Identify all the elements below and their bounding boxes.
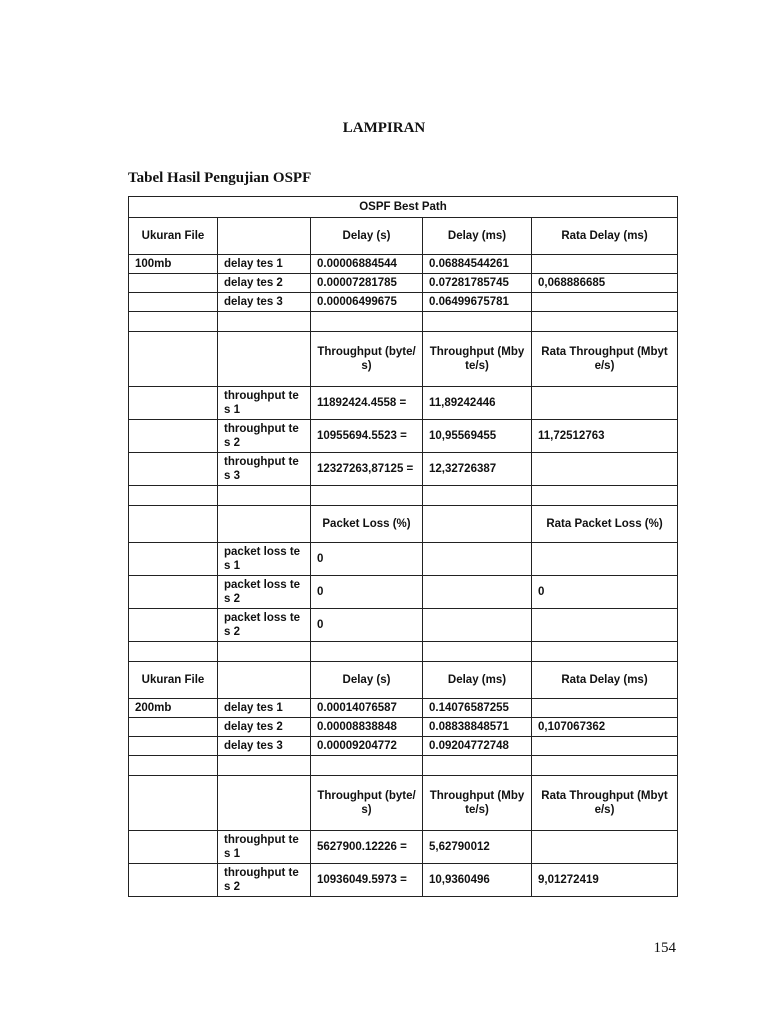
table-row	[129, 274, 678, 293]
table-row	[129, 609, 678, 642]
table-cell: packet loss tes 2	[218, 609, 311, 642]
header-row	[129, 332, 678, 387]
table-cell: 0.08838848571	[423, 718, 532, 737]
table-cell: 12327263,87125 =	[311, 453, 423, 486]
table-cell	[129, 642, 218, 662]
table-cell	[129, 831, 218, 864]
header-cell: Rata Delay (ms)	[532, 218, 678, 255]
table-cell: 0	[532, 576, 678, 609]
table-cell	[423, 756, 532, 776]
table-cell	[532, 831, 678, 864]
table-cell: 0.09204772748	[423, 737, 532, 756]
header-cell: Rata Packet Loss (%)	[532, 506, 678, 543]
header-cell: Delay (ms)	[423, 662, 532, 699]
table-cell: 0.07281785745	[423, 274, 532, 293]
header-cell	[218, 506, 311, 543]
table-cell: 0.00008838848	[311, 718, 423, 737]
table-cell	[311, 486, 423, 506]
table-cell	[532, 609, 678, 642]
table-cell	[423, 486, 532, 506]
header-cell	[218, 218, 311, 255]
header-cell: Throughput (Mbyte/s)	[423, 776, 532, 831]
table-cell: 5627900.12226 =	[311, 831, 423, 864]
header-cell: Rata Throughput (Mbyte/s)	[532, 776, 678, 831]
table-cell	[129, 312, 218, 332]
table-row	[129, 576, 678, 609]
table-row	[129, 293, 678, 312]
header-cell: Rata Throughput (Mbyte/s)	[532, 332, 678, 387]
table-row	[129, 543, 678, 576]
table-cell	[129, 420, 218, 453]
table-cell: packet loss tes 2	[218, 576, 311, 609]
spacer-row	[129, 756, 678, 776]
table-cell: 10936049.5973 =	[311, 864, 423, 897]
table-cell	[532, 255, 678, 274]
table-cell	[129, 274, 218, 293]
header-cell	[218, 662, 311, 699]
header-cell: Throughput (byte/s)	[311, 332, 423, 387]
header-row	[129, 662, 678, 699]
table-cell	[532, 486, 678, 506]
table-cell	[423, 576, 532, 609]
table-row	[129, 387, 678, 420]
table-cell: 0,107067362	[532, 718, 678, 737]
table-cell: 0.00014076587	[311, 699, 423, 718]
table-cell: 0,068886685	[532, 274, 678, 293]
table-cell	[532, 312, 678, 332]
table-cell: 0.06884544261	[423, 255, 532, 274]
table-cell: throughput tes 1	[218, 387, 311, 420]
table-title: Tabel Hasil Pengujian OSPF	[128, 170, 312, 186]
table-cell	[129, 576, 218, 609]
table-cell: delay tes 2	[218, 718, 311, 737]
table-cell: 12,32726387	[423, 453, 532, 486]
table-cell	[129, 718, 218, 737]
header-row	[129, 218, 678, 255]
spacer-row	[129, 486, 678, 506]
table-cell: 11,89242446	[423, 387, 532, 420]
table-row	[129, 831, 678, 864]
header-cell: Throughput (byte/s)	[311, 776, 423, 831]
table-cell	[218, 312, 311, 332]
table-cell: delay tes 2	[218, 274, 311, 293]
header-cell: Delay (ms)	[423, 218, 532, 255]
table-row	[129, 453, 678, 486]
table-cell	[532, 293, 678, 312]
table-cell: delay tes 1	[218, 255, 311, 274]
table-cell	[129, 864, 218, 897]
table-cell: 0	[311, 609, 423, 642]
table-cell: 0	[311, 576, 423, 609]
table-cell	[129, 737, 218, 756]
table-caption: OSPF Best Path	[129, 197, 678, 218]
table-cell	[532, 756, 678, 776]
table-cell	[532, 543, 678, 576]
table-cell: packet loss tes 1	[218, 543, 311, 576]
header-cell	[423, 506, 532, 543]
header-cell: Packet Loss (%)	[311, 506, 423, 543]
table-cell: 9,01272419	[532, 864, 678, 897]
table-cell: 0.00007281785	[311, 274, 423, 293]
table-cell	[423, 312, 532, 332]
table-cell	[311, 312, 423, 332]
table-cell: 0.06499675781	[423, 293, 532, 312]
table-cell: throughput tes 2	[218, 420, 311, 453]
table-cell	[129, 543, 218, 576]
table-cell: 5,62790012	[423, 831, 532, 864]
table-cell	[423, 543, 532, 576]
ospf-results-table	[128, 196, 678, 897]
table-cell	[532, 642, 678, 662]
table-cell	[532, 737, 678, 756]
table-cell: 0.14076587255	[423, 699, 532, 718]
table-cell	[218, 642, 311, 662]
table-row	[129, 864, 678, 897]
table-row	[129, 737, 678, 756]
header-cell: Delay (s)	[311, 662, 423, 699]
table-cell: 0	[311, 543, 423, 576]
table-cell: delay tes 1	[218, 699, 311, 718]
table-row	[129, 699, 678, 718]
header-cell	[129, 506, 218, 543]
table-cell	[218, 486, 311, 506]
header-cell	[218, 776, 311, 831]
header-cell	[129, 332, 218, 387]
table-cell: throughput tes 1	[218, 831, 311, 864]
header-cell: Ukuran File	[129, 218, 218, 255]
table-caption-row	[129, 197, 678, 218]
table-cell	[129, 387, 218, 420]
table-cell: throughput tes 3	[218, 453, 311, 486]
header-cell: Rata Delay (ms)	[532, 662, 678, 699]
table-row	[129, 718, 678, 737]
page-title: LAMPIRAN	[342, 120, 426, 136]
table-cell: 200mb	[129, 699, 218, 718]
table-cell	[423, 642, 532, 662]
table-cell	[311, 642, 423, 662]
table-cell	[532, 387, 678, 420]
spacer-row	[129, 312, 678, 332]
table-cell	[532, 699, 678, 718]
header-cell: Throughput (Mbyte/s)	[423, 332, 532, 387]
header-row	[129, 506, 678, 543]
table-row	[129, 420, 678, 453]
table-cell	[129, 453, 218, 486]
table-cell	[218, 756, 311, 776]
table-cell: 100mb	[129, 255, 218, 274]
table-cell: delay tes 3	[218, 293, 311, 312]
table-cell	[129, 756, 218, 776]
table-cell	[129, 486, 218, 506]
table-cell	[423, 609, 532, 642]
header-cell: Delay (s)	[311, 218, 423, 255]
table-cell: 11892424.4558 =	[311, 387, 423, 420]
header-cell	[129, 776, 218, 831]
table-cell	[129, 293, 218, 312]
header-cell: Ukuran File	[129, 662, 218, 699]
spacer-row	[129, 642, 678, 662]
table-cell: 0.00006499675	[311, 293, 423, 312]
table-cell: 10,9360496	[423, 864, 532, 897]
table-cell	[129, 609, 218, 642]
page-number: 154	[653, 940, 676, 956]
header-cell	[218, 332, 311, 387]
table-cell: 11,72512763	[532, 420, 678, 453]
table-body	[129, 197, 678, 897]
table-cell: 0.00009204772	[311, 737, 423, 756]
table-cell: 0.00006884544	[311, 255, 423, 274]
header-row	[129, 776, 678, 831]
table-cell: delay tes 3	[218, 737, 311, 756]
table-cell: 10,95569455	[423, 420, 532, 453]
table-cell	[311, 756, 423, 776]
table-cell: throughput tes 2	[218, 864, 311, 897]
table-cell	[532, 453, 678, 486]
table-cell: 10955694.5523 =	[311, 420, 423, 453]
table-row	[129, 255, 678, 274]
